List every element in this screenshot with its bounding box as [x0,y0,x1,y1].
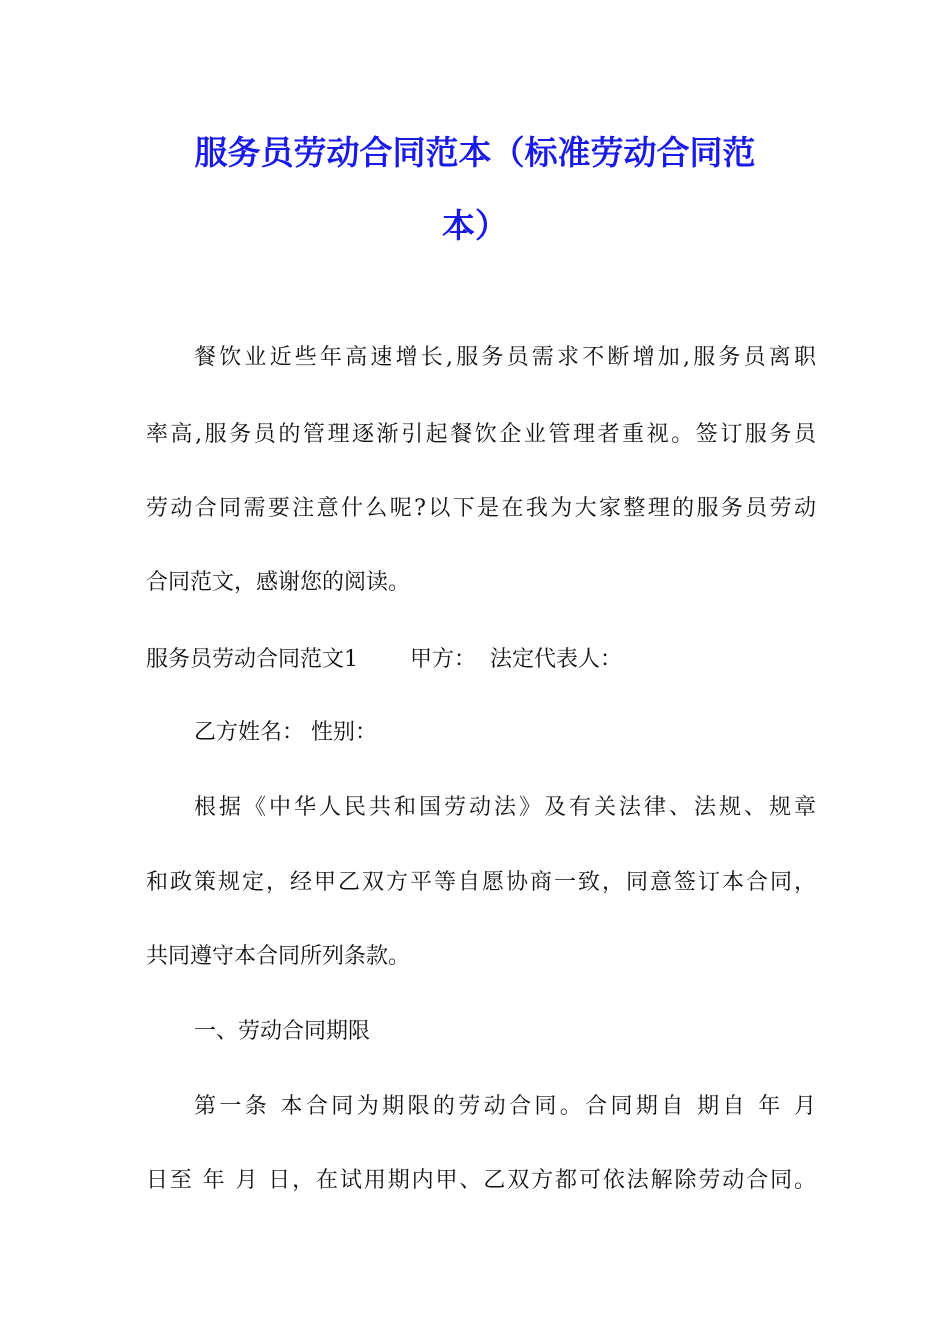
article-1-line-2: 日至 年 月 日，在试用期内甲、乙双方都可依法解除劳动合同。 [146,1168,816,1193]
basis-line-3: 共同遵守本合同所列条款。 [146,944,411,969]
party-b-line: 乙方姓名： 性别： [194,720,377,745]
sample-heading-line [146,645,816,675]
intro-line-1: 餐饮业近些年高速增长,服务员需求不断增加,服务员离职 [194,345,816,370]
intro-line-4: 合同范文，感谢您的阅读。 [146,570,411,595]
section-1-heading: 一、劳动合同期限 [194,1019,371,1044]
legal-rep-label: 法定代表人： [490,647,623,672]
sample-heading: 服务员劳动合同范文1 [146,647,358,672]
party-a-label: 甲方： [410,647,477,672]
document-title-line-1: 服务员劳动合同范本（标准劳动合同范 [194,133,756,172]
basis-line-1: 根据《中华人民共和国劳动法》及有关法律、法规、规章 [194,795,816,820]
intro-line-3: 劳动合同需要注意什么呢?以下是在我为大家整理的服务员劳动 [146,496,816,521]
basis-line-2: 和政策规定，经甲乙双方平等自愿协商一致，同意签订本合同， [146,870,816,895]
document-title-line-2: 本） [442,206,508,245]
article-1-line-1: 第一条 本合同为期限的劳动合同。合同期自 期自 年 月 [194,1094,816,1119]
intro-line-2: 率高,服务员的管理逐渐引起餐饮企业管理者重视。签订服务员 [146,422,816,447]
